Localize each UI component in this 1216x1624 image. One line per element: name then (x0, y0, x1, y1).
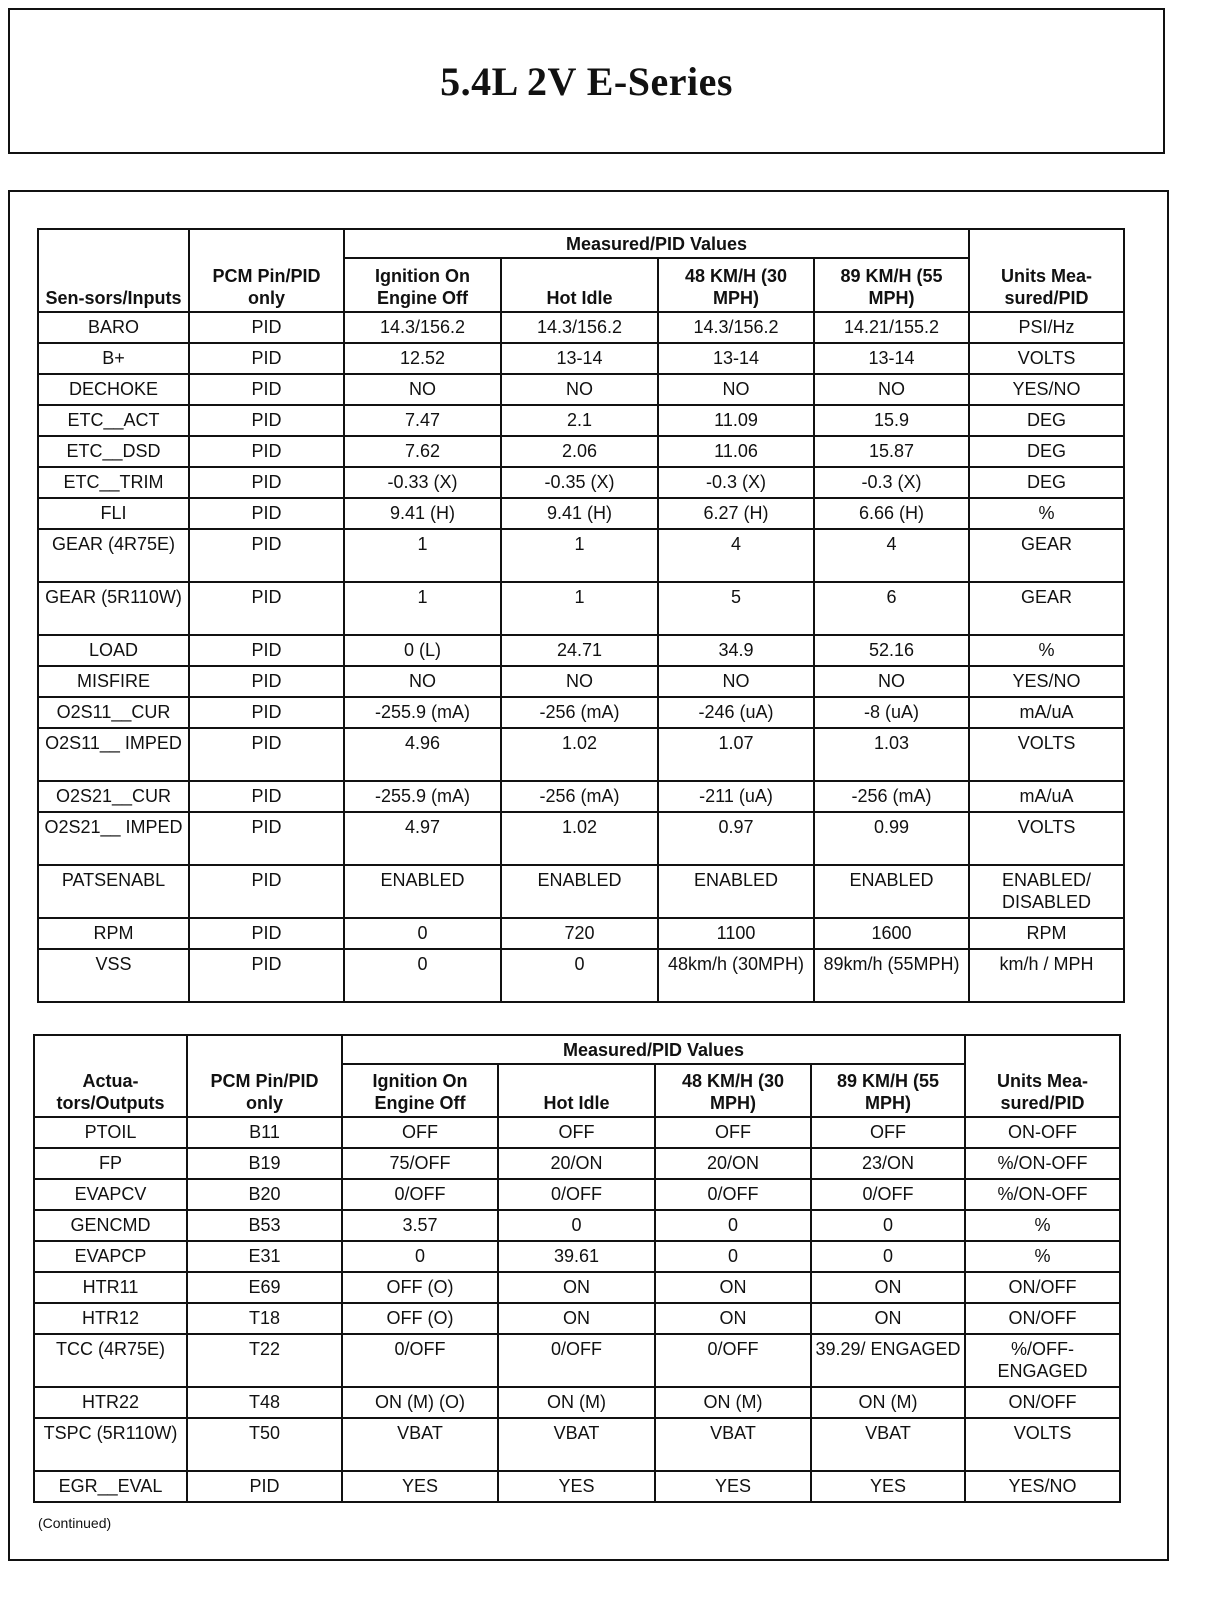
cell-hot-idle: 0 (501, 949, 658, 1002)
cell-ignition-on-engine-off: OFF (O) (342, 1303, 498, 1334)
cell-units: GEAR (969, 582, 1124, 635)
cell-pcm-pin: PID (189, 918, 344, 949)
cell-ignition-on-engine-off: -255.9 (mA) (344, 697, 501, 728)
page-title: 5.4L 2V E-Series (440, 58, 733, 104)
cell-48kmh: 11.09 (658, 405, 814, 436)
cell-48kmh: 0/OFF (655, 1334, 811, 1387)
cell-name: O2S11__CUR (38, 697, 189, 728)
cell-units: DEG (969, 436, 1124, 467)
cell-units: %/OFF-ENGAGED (965, 1334, 1120, 1387)
table-row (34, 1471, 1120, 1502)
cell-pcm-pin: PID (189, 405, 344, 436)
cell-name: DECHOKE (38, 374, 189, 405)
table-row (34, 1179, 1120, 1210)
cell-89kmh: NO (814, 374, 969, 405)
sensors-table-body (38, 312, 1124, 1002)
cell-name: GEAR (4R75E) (38, 529, 189, 582)
cell-hot-idle: ON (M) (498, 1387, 655, 1418)
cell-89kmh: ENABLED (814, 865, 969, 918)
cell-89kmh: ON (811, 1303, 965, 1334)
table-row (34, 1210, 1120, 1241)
cell-48kmh: ENABLED (658, 865, 814, 918)
cell-ignition-on-engine-off: 7.47 (344, 405, 501, 436)
cell-hot-idle: -0.35 (X) (501, 467, 658, 498)
cell-name: GEAR (5R110W) (38, 582, 189, 635)
table-row (34, 1303, 1120, 1334)
cell-48kmh: ON (655, 1303, 811, 1334)
cell-name: RPM (38, 918, 189, 949)
cell-units: YES/NO (969, 666, 1124, 697)
table-row (38, 405, 1124, 436)
cell-89kmh: 23/ON (811, 1148, 965, 1179)
cell-89kmh: 15.9 (814, 405, 969, 436)
header-89kmh: 89 KM/H (55 MPH) (814, 258, 969, 312)
cell-units: GEAR (969, 529, 1124, 582)
table-row (38, 467, 1124, 498)
cell-89kmh: 6.66 (H) (814, 498, 969, 529)
cell-pcm-pin: PID (187, 1471, 342, 1502)
table-row (38, 728, 1124, 781)
cell-units: mA/uA (969, 781, 1124, 812)
cell-ignition-on-engine-off: 3.57 (342, 1210, 498, 1241)
table-row (38, 697, 1124, 728)
cell-89kmh: 89km/h (55MPH) (814, 949, 969, 1002)
cell-pcm-pin: PID (189, 436, 344, 467)
cell-hot-idle: 24.71 (501, 635, 658, 666)
cell-name: MISFIRE (38, 666, 189, 697)
cell-89kmh: 15.87 (814, 436, 969, 467)
cell-units: DEG (969, 467, 1124, 498)
header-48kmh: 48 KM/H (30 MPH) (658, 258, 814, 312)
cell-hot-idle: NO (501, 666, 658, 697)
table-row (38, 812, 1124, 865)
cell-units: ON/OFF (965, 1303, 1120, 1334)
cell-48kmh: 0 (655, 1241, 811, 1272)
cell-48kmh: NO (658, 374, 814, 405)
cell-hot-idle: -256 (mA) (501, 697, 658, 728)
cell-units: VOLTS (969, 728, 1124, 781)
cell-name: FP (34, 1148, 187, 1179)
table-row (34, 1334, 1120, 1387)
cell-hot-idle: 2.1 (501, 405, 658, 436)
cell-hot-idle: 1 (501, 529, 658, 582)
cell-ignition-on-engine-off: 0 (L) (344, 635, 501, 666)
cell-pcm-pin: PID (189, 697, 344, 728)
table-row (38, 865, 1124, 918)
cell-pcm-pin: PID (189, 728, 344, 781)
cell-ignition-on-engine-off: 14.3/156.2 (344, 312, 501, 343)
cell-pcm-pin: PID (189, 467, 344, 498)
table-row (38, 312, 1124, 343)
cell-name: HTR22 (34, 1387, 187, 1418)
cell-units: VOLTS (969, 812, 1124, 865)
header-pcm-pin: PCM Pin/PID only (189, 229, 344, 312)
cell-pcm-pin: T48 (187, 1387, 342, 1418)
header-hot-idle: Hot Idle (498, 1064, 655, 1117)
cell-48kmh: 14.3/156.2 (658, 312, 814, 343)
cell-48kmh: 48km/h (30MPH) (658, 949, 814, 1002)
cell-48kmh: 5 (658, 582, 814, 635)
cell-hot-idle: 39.61 (498, 1241, 655, 1272)
cell-name: O2S21__CUR (38, 781, 189, 812)
cell-48kmh: 4 (658, 529, 814, 582)
cell-89kmh: ON (811, 1272, 965, 1303)
table-row (38, 343, 1124, 374)
cell-48kmh: 11.06 (658, 436, 814, 467)
cell-pcm-pin: PID (189, 865, 344, 918)
cell-units: % (965, 1210, 1120, 1241)
cell-units: YES/NO (965, 1471, 1120, 1502)
table-row (38, 529, 1124, 582)
cell-pcm-pin: PID (189, 812, 344, 865)
cell-48kmh: NO (658, 666, 814, 697)
cell-name: PATSENABL (38, 865, 189, 918)
cell-48kmh: 0/OFF (655, 1179, 811, 1210)
cell-hot-idle: ENABLED (501, 865, 658, 918)
cell-pcm-pin: B20 (187, 1179, 342, 1210)
table-row (34, 1148, 1120, 1179)
cell-48kmh: 0 (655, 1210, 811, 1241)
cell-name: BARO (38, 312, 189, 343)
table-row (34, 1418, 1120, 1471)
cell-pcm-pin: PID (189, 312, 344, 343)
cell-ignition-on-engine-off: YES (342, 1471, 498, 1502)
cell-ignition-on-engine-off: ON (M) (O) (342, 1387, 498, 1418)
cell-89kmh: 1600 (814, 918, 969, 949)
cell-name: EVAPCV (34, 1179, 187, 1210)
sensors-inputs-table (37, 228, 1125, 1003)
cell-name: B+ (38, 343, 189, 374)
table-row (38, 635, 1124, 666)
cell-name: O2S11__ IMPED (38, 728, 189, 781)
table-row (34, 1117, 1120, 1148)
header-ignition-on: Ignition On Engine Off (344, 258, 501, 312)
cell-48kmh: -246 (uA) (658, 697, 814, 728)
title-box (8, 8, 1165, 154)
cell-89kmh: 39.29/ ENGAGED (811, 1334, 965, 1387)
cell-name: HTR12 (34, 1303, 187, 1334)
cell-name: FLI (38, 498, 189, 529)
cell-pcm-pin: PID (189, 635, 344, 666)
cell-ignition-on-engine-off: 75/OFF (342, 1148, 498, 1179)
cell-name: TSPC (5R110W) (34, 1418, 187, 1471)
cell-units: % (969, 498, 1124, 529)
cell-ignition-on-engine-off: OFF (O) (342, 1272, 498, 1303)
cell-units: YES/NO (969, 374, 1124, 405)
cell-units: PSI/Hz (969, 312, 1124, 343)
cell-ignition-on-engine-off: ENABLED (344, 865, 501, 918)
cell-89kmh: 0/OFF (811, 1179, 965, 1210)
cell-ignition-on-engine-off: 0/OFF (342, 1179, 498, 1210)
cell-hot-idle: OFF (498, 1117, 655, 1148)
cell-pcm-pin: PID (189, 529, 344, 582)
cell-ignition-on-engine-off: VBAT (342, 1418, 498, 1471)
cell-units: ENABLED/ DISABLED (969, 865, 1124, 918)
cell-48kmh: 20/ON (655, 1148, 811, 1179)
cell-pcm-pin: B19 (187, 1148, 342, 1179)
cell-units: %/ON-OFF (965, 1148, 1120, 1179)
cell-ignition-on-engine-off: NO (344, 374, 501, 405)
cell-ignition-on-engine-off: 12.52 (344, 343, 501, 374)
table-row (34, 1387, 1120, 1418)
cell-48kmh: ON (M) (655, 1387, 811, 1418)
cell-units: ON/OFF (965, 1272, 1120, 1303)
cell-hot-idle: YES (498, 1471, 655, 1502)
header-ignition-on: Ignition On Engine Off (342, 1064, 498, 1117)
header-hot-idle: Hot Idle (501, 258, 658, 312)
cell-ignition-on-engine-off: 0/OFF (342, 1334, 498, 1387)
cell-hot-idle: 1.02 (501, 728, 658, 781)
cell-pcm-pin: T22 (187, 1334, 342, 1387)
cell-48kmh: VBAT (655, 1418, 811, 1471)
cell-units: VOLTS (965, 1418, 1120, 1471)
cell-48kmh: 34.9 (658, 635, 814, 666)
cell-hot-idle: 0 (498, 1210, 655, 1241)
cell-48kmh: 1100 (658, 918, 814, 949)
cell-48kmh: -0.3 (X) (658, 467, 814, 498)
cell-89kmh: -8 (uA) (814, 697, 969, 728)
cell-hot-idle: ON (498, 1272, 655, 1303)
cell-89kmh: VBAT (811, 1418, 965, 1471)
header-units: Units Mea-sured/PID (969, 229, 1124, 312)
cell-pcm-pin: T18 (187, 1303, 342, 1334)
cell-ignition-on-engine-off: OFF (342, 1117, 498, 1148)
cell-89kmh: 13-14 (814, 343, 969, 374)
cell-units: ON-OFF (965, 1117, 1120, 1148)
cell-units: VOLTS (969, 343, 1124, 374)
cell-units: ON/OFF (965, 1387, 1120, 1418)
cell-pcm-pin: E69 (187, 1272, 342, 1303)
cell-89kmh: 4 (814, 529, 969, 582)
cell-name: O2S21__ IMPED (38, 812, 189, 865)
cell-name: TCC (4R75E) (34, 1334, 187, 1387)
header-pcm-pin: PCM Pin/PID only (187, 1035, 342, 1117)
table-row (38, 582, 1124, 635)
cell-48kmh: OFF (655, 1117, 811, 1148)
table-row (38, 666, 1124, 697)
cell-48kmh: 13-14 (658, 343, 814, 374)
cell-name: EGR__EVAL (34, 1471, 187, 1502)
cell-hot-idle: 2.06 (501, 436, 658, 467)
cell-hot-idle: 1.02 (501, 812, 658, 865)
header-48kmh: 48 KM/H (30 MPH) (655, 1064, 811, 1117)
cell-pcm-pin: PID (189, 374, 344, 405)
cell-hot-idle: 20/ON (498, 1148, 655, 1179)
header-89kmh: 89 KM/H (55 MPH) (811, 1064, 965, 1117)
actuators-outputs-table (33, 1034, 1121, 1503)
cell-name: VSS (38, 949, 189, 1002)
cell-pcm-pin: B53 (187, 1210, 342, 1241)
cell-hot-idle: ON (498, 1303, 655, 1334)
cell-hot-idle: NO (501, 374, 658, 405)
cell-89kmh: 1.03 (814, 728, 969, 781)
cell-ignition-on-engine-off: 4.97 (344, 812, 501, 865)
cell-89kmh: -0.3 (X) (814, 467, 969, 498)
cell-48kmh: ON (655, 1272, 811, 1303)
cell-89kmh: 0.99 (814, 812, 969, 865)
cell-hot-idle: 0/OFF (498, 1334, 655, 1387)
cell-hot-idle: 9.41 (H) (501, 498, 658, 529)
cell-units: mA/uA (969, 697, 1124, 728)
header-actuators-outputs: Actua-tors/Outputs (34, 1035, 187, 1117)
table-row (38, 781, 1124, 812)
cell-89kmh: -256 (mA) (814, 781, 969, 812)
cell-name: PTOIL (34, 1117, 187, 1148)
cell-89kmh: YES (811, 1471, 965, 1502)
table-row (34, 1272, 1120, 1303)
cell-ignition-on-engine-off: -0.33 (X) (344, 467, 501, 498)
cell-ignition-on-engine-off: 9.41 (H) (344, 498, 501, 529)
table-row (38, 949, 1124, 1002)
cell-name: ETC__DSD (38, 436, 189, 467)
table-row (34, 1241, 1120, 1272)
cell-89kmh: 14.21/155.2 (814, 312, 969, 343)
cell-89kmh: OFF (811, 1117, 965, 1148)
cell-89kmh: 52.16 (814, 635, 969, 666)
cell-ignition-on-engine-off: 1 (344, 582, 501, 635)
header-measured-group: Measured/PID Values (344, 229, 969, 258)
cell-hot-idle: 14.3/156.2 (501, 312, 658, 343)
table-row (38, 498, 1124, 529)
continued-note: (Continued) (38, 1515, 112, 1531)
cell-units: DEG (969, 405, 1124, 436)
cell-ignition-on-engine-off: 0 (344, 918, 501, 949)
cell-name: EVAPCP (34, 1241, 187, 1272)
header-units: Units Mea-sured/PID (965, 1035, 1120, 1117)
cell-ignition-on-engine-off: 0 (344, 949, 501, 1002)
cell-pcm-pin: PID (189, 949, 344, 1002)
cell-hot-idle: 0/OFF (498, 1179, 655, 1210)
cell-89kmh: 6 (814, 582, 969, 635)
cell-pcm-pin: T50 (187, 1418, 342, 1471)
table-row (38, 436, 1124, 467)
cell-units: % (969, 635, 1124, 666)
cell-name: LOAD (38, 635, 189, 666)
cell-pcm-pin: PID (189, 666, 344, 697)
cell-48kmh: YES (655, 1471, 811, 1502)
cell-hot-idle: 13-14 (501, 343, 658, 374)
cell-pcm-pin: E31 (187, 1241, 342, 1272)
actuators-table-body (34, 1117, 1120, 1502)
cell-ignition-on-engine-off: 4.96 (344, 728, 501, 781)
cell-name: HTR11 (34, 1272, 187, 1303)
cell-units: %/ON-OFF (965, 1179, 1120, 1210)
cell-89kmh: 0 (811, 1210, 965, 1241)
cell-pcm-pin: B11 (187, 1117, 342, 1148)
table-row (38, 918, 1124, 949)
cell-ignition-on-engine-off: 1 (344, 529, 501, 582)
cell-48kmh: 1.07 (658, 728, 814, 781)
cell-hot-idle: 1 (501, 582, 658, 635)
cell-units: km/h / MPH (969, 949, 1124, 1002)
cell-hot-idle: VBAT (498, 1418, 655, 1471)
cell-ignition-on-engine-off: NO (344, 666, 501, 697)
table-row (38, 374, 1124, 405)
header-sensors-inputs: Sen-sors/Inputs (38, 229, 189, 312)
cell-89kmh: 0 (811, 1241, 965, 1272)
cell-48kmh: 6.27 (H) (658, 498, 814, 529)
cell-pcm-pin: PID (189, 781, 344, 812)
cell-48kmh: 0.97 (658, 812, 814, 865)
cell-89kmh: NO (814, 666, 969, 697)
cell-pcm-pin: PID (189, 498, 344, 529)
cell-pcm-pin: PID (189, 582, 344, 635)
cell-name: ETC__ACT (38, 405, 189, 436)
cell-48kmh: -211 (uA) (658, 781, 814, 812)
cell-ignition-on-engine-off: 7.62 (344, 436, 501, 467)
cell-hot-idle: -256 (mA) (501, 781, 658, 812)
cell-units: % (965, 1241, 1120, 1272)
cell-hot-idle: 720 (501, 918, 658, 949)
cell-name: GENCMD (34, 1210, 187, 1241)
cell-ignition-on-engine-off: 0 (342, 1241, 498, 1272)
cell-89kmh: ON (M) (811, 1387, 965, 1418)
cell-pcm-pin: PID (189, 343, 344, 374)
cell-units: RPM (969, 918, 1124, 949)
header-measured-group: Measured/PID Values (342, 1035, 965, 1064)
cell-ignition-on-engine-off: -255.9 (mA) (344, 781, 501, 812)
cell-name: ETC__TRIM (38, 467, 189, 498)
